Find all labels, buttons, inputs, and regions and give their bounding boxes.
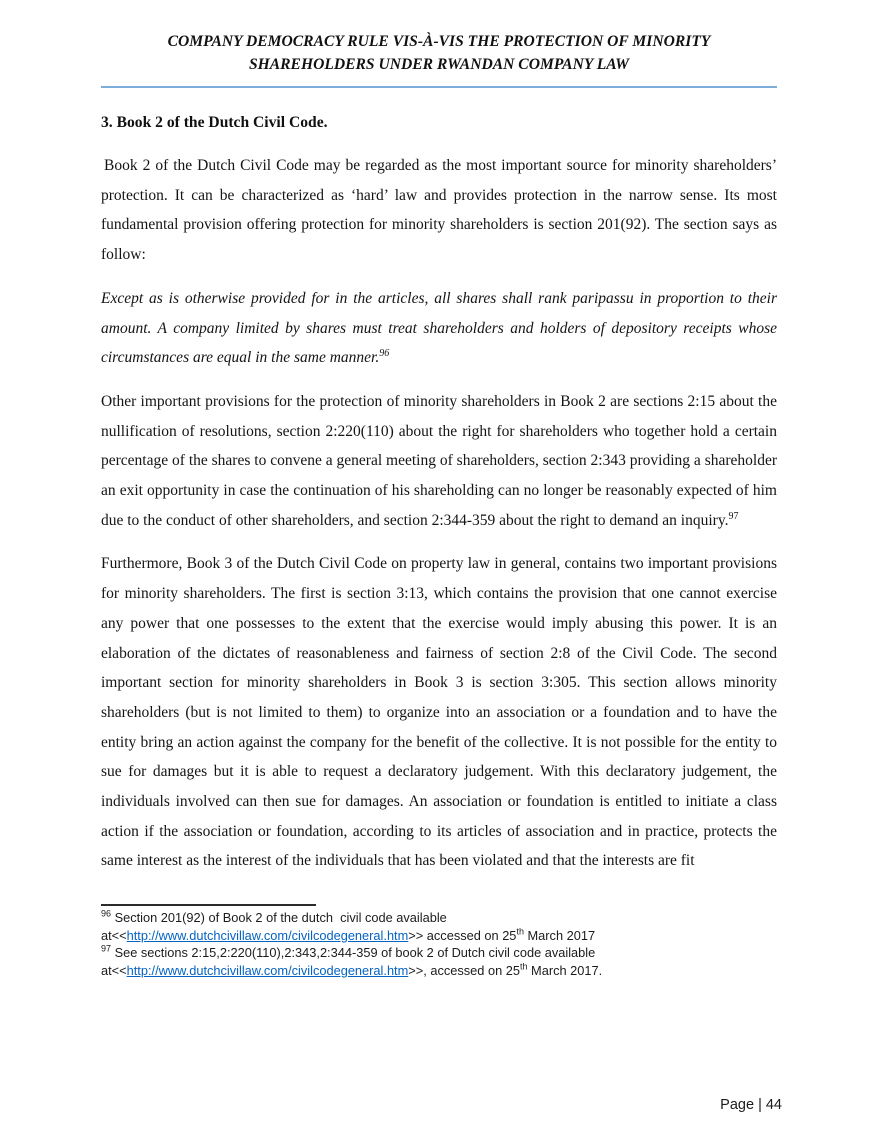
footnote-96-ordinal: th	[516, 926, 524, 937]
footnote-97-line1: See sections 2:15,2:220(110),2:343,2:344-359 of book 2 of Dutch civil code available	[111, 945, 596, 961]
paragraph-intro: Book 2 of the Dutch Civil Code may be regarded as the most important source for minority shareholders’ protection. It can be characterized as ‘hard’ law and provides protection in the narrow sense. Its most fundamental provision offering protection for minority shareholders is section 201(92). The section says as follow:	[101, 157, 777, 264]
footnote-97-line2-prefix: at<<	[101, 962, 127, 978]
paragraph-quote	[101, 284, 777, 373]
header-divider-rule	[101, 86, 777, 88]
footnote-97	[101, 944, 777, 979]
footnote-97-line2-mid: >>, accessed on 25	[408, 962, 520, 978]
paragraph-provisions	[101, 387, 777, 536]
footnotes-block	[101, 909, 777, 979]
footnote-97-hyperlink[interactable]: http://www.dutchcivillaw.com/civilcodegeneral.htm	[126, 962, 409, 978]
footnote-96-line2-end: March 2017	[523, 927, 596, 943]
document-title-line-1: COMPANY DEMOCRACY RULE VIS-À-VIS THE PROTECTION OF MINORITY	[167, 33, 711, 50]
footnote-96-hyperlink[interactable]: http://www.dutchcivillaw.com/civilcodegeneral.htm	[126, 927, 409, 943]
section-heading: 3. Book 2 of the Dutch Civil Code.	[101, 114, 328, 131]
paragraph-provisions-text: Other important provisions for the protection of minority shareholders in Book 2 are sections 2:15 about the nullification of resolutions, section 2:220(110) about the right for shareholders who together hold a certain percentage of the shares to convene a general meeting of shareholders, section 2:343 providing a shareholder an exit opportunity in case the continuation of his shareholding can no longer be reasonably expected of him due to the conduct of other shareholders, and section 2:344-359 about the right to demand an inquiry.	[101, 392, 777, 529]
document-title-line-2: SHAREHOLDERS UNDER RWANDAN COMPANY LAW	[248, 56, 630, 73]
paragraph-book3: Furthermore, Book 3 of the Dutch Civil Code on property law in general, contains two important provisions for minority shareholders. The first is section 3:13, which contains the provision that one cannot exercise any power that one possesses to the extent that the exercise would imply abusing this power. It is an elaboration of the dictates of reasonableness and fairness of section 2:8 of the Civil Code. The second important section for minority shareholders in Book 3 is section 3:305. This section allows minority shareholders (but is not limited to them) to organize into an association or a foundation and to have the entity bring an action against the company for the benefit of the collective. It is not possible for the entity to sue for damages but it is able to request a declaratory judgement. With this declaratory judgement, the individuals involved can then sue for damages. An association or foundation is entitled to initiate a class action if the association or foundation, according to its articles of association and in practice, protects the same interest as the interest of the individuals that has been violated and that the interests are fit	[101, 555, 777, 870]
footnote-separator	[101, 904, 316, 906]
quote-text: Except as is otherwise provided for in the articles, all shares shall rank paripassu in proportion to their amount. A company limited by shares must treat shareholders and holders of depository receipts whose circumstances are equal in the same manner.	[101, 289, 777, 367]
footnote-96	[101, 909, 777, 944]
footnote-96-line1: Section 201(92) of Book 2 of the dutch civil code available	[111, 910, 447, 926]
footnote-ref-97: 97	[728, 510, 739, 522]
footnote-ref-96: 96	[379, 348, 390, 360]
footnote-97-ordinal: th	[519, 961, 528, 972]
footnote-96-line2-mid: >> accessed on 25	[408, 927, 517, 943]
page-number: Page | 44	[720, 1097, 782, 1113]
document-header-title	[101, 30, 777, 76]
footnote-97-marker: 97	[101, 944, 112, 955]
footnote-96-line2-prefix: at<<	[101, 927, 127, 943]
footnote-97-line2-end: March 2017.	[527, 962, 603, 978]
footnote-96-marker: 96	[101, 908, 112, 919]
